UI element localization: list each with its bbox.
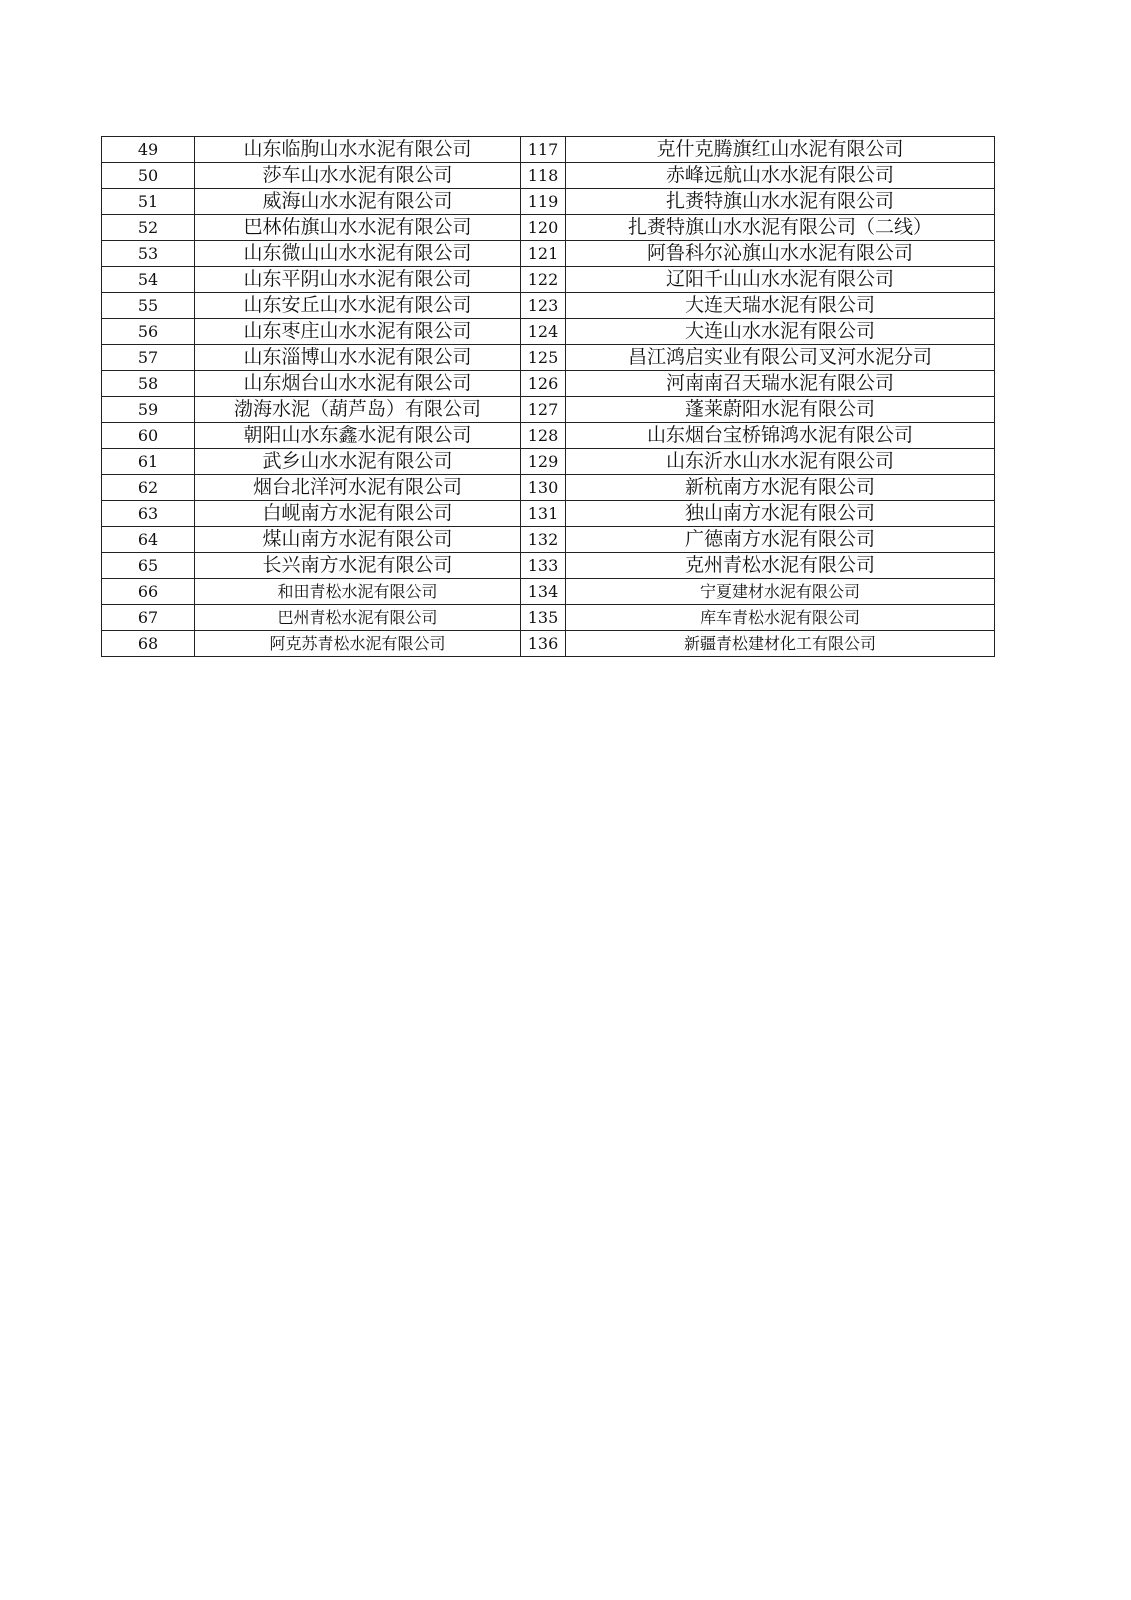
company-name-right: 库车青松水泥有限公司: [566, 605, 995, 631]
row-number-left: 60: [102, 423, 195, 449]
row-number-right: 124: [521, 319, 566, 345]
row-number-left: 58: [102, 371, 195, 397]
row-number-left: 66: [102, 579, 195, 605]
company-name-right: 河南南召天瑞水泥有限公司: [566, 371, 995, 397]
row-number-left: 51: [102, 189, 195, 215]
row-number-right: 123: [521, 293, 566, 319]
company-name-right: 广德南方水泥有限公司: [566, 527, 995, 553]
row-number-left: 52: [102, 215, 195, 241]
table-row: [102, 345, 995, 371]
company-name-right: 大连山水水泥有限公司: [566, 319, 995, 345]
company-name-left: 山东淄博山水水泥有限公司: [195, 345, 521, 371]
table-row: [102, 319, 995, 345]
row-number-right: 126: [521, 371, 566, 397]
company-name-left: 烟台北洋河水泥有限公司: [195, 475, 521, 501]
row-number-left: 50: [102, 163, 195, 189]
company-name-right: 克州青松水泥有限公司: [566, 553, 995, 579]
company-name-right: 宁夏建材水泥有限公司: [566, 579, 995, 605]
row-number-right: 134: [521, 579, 566, 605]
company-name-right: 新杭南方水泥有限公司: [566, 475, 995, 501]
row-number-left: 54: [102, 267, 195, 293]
company-name-left: 威海山水水泥有限公司: [195, 189, 521, 215]
company-name-left: 朝阳山水东鑫水泥有限公司: [195, 423, 521, 449]
row-number-right: 125: [521, 345, 566, 371]
row-number-left: 62: [102, 475, 195, 501]
row-number-left: 63: [102, 501, 195, 527]
company-name-left: 渤海水泥（葫芦岛）有限公司: [195, 397, 521, 423]
company-name-right: 扎赉特旗山水水泥有限公司: [566, 189, 995, 215]
row-number-left: 57: [102, 345, 195, 371]
table-row: [102, 527, 995, 553]
table-row: [102, 475, 995, 501]
row-number-left: 49: [102, 137, 195, 163]
company-name-left: 山东平阴山水水泥有限公司: [195, 267, 521, 293]
row-number-left: 65: [102, 553, 195, 579]
table-row: [102, 241, 995, 267]
company-name-left: 山东枣庄山水水泥有限公司: [195, 319, 521, 345]
company-name-left: 山东临朐山水水泥有限公司: [195, 137, 521, 163]
table-row: [102, 501, 995, 527]
table-row: [102, 579, 995, 605]
row-number-right: 132: [521, 527, 566, 553]
table-row: [102, 371, 995, 397]
table-row: [102, 631, 995, 657]
row-number-left: 53: [102, 241, 195, 267]
row-number-right: 119: [521, 189, 566, 215]
row-number-right: 127: [521, 397, 566, 423]
company-name-left: 山东烟台山水水泥有限公司: [195, 371, 521, 397]
company-name-right: 辽阳千山山水水泥有限公司: [566, 267, 995, 293]
company-name-left: 煤山南方水泥有限公司: [195, 527, 521, 553]
company-name-right: 赤峰远航山水水泥有限公司: [566, 163, 995, 189]
company-list-body: [102, 137, 995, 657]
table-row: [102, 449, 995, 475]
row-number-left: 59: [102, 397, 195, 423]
company-name-left: 莎车山水水泥有限公司: [195, 163, 521, 189]
company-list-table: [101, 136, 995, 657]
company-name-right: 山东沂水山水水泥有限公司: [566, 449, 995, 475]
company-name-right: 昌江鸿启实业有限公司叉河水泥分司: [566, 345, 995, 371]
company-name-left: 巴林佑旗山水水泥有限公司: [195, 215, 521, 241]
company-name-left: 山东微山山水水泥有限公司: [195, 241, 521, 267]
table-row: [102, 267, 995, 293]
table-row: [102, 293, 995, 319]
company-name-left: 白岘南方水泥有限公司: [195, 501, 521, 527]
row-number-right: 120: [521, 215, 566, 241]
company-name-right: 大连天瑞水泥有限公司: [566, 293, 995, 319]
row-number-left: 56: [102, 319, 195, 345]
company-name-left: 和田青松水泥有限公司: [195, 579, 521, 605]
row-number-left: 61: [102, 449, 195, 475]
row-number-right: 121: [521, 241, 566, 267]
row-number-left: 64: [102, 527, 195, 553]
table-row: [102, 423, 995, 449]
company-name-left: 巴州青松水泥有限公司: [195, 605, 521, 631]
company-name-left: 武乡山水水泥有限公司: [195, 449, 521, 475]
company-name-right: 扎赉特旗山水水泥有限公司（二线）: [566, 215, 995, 241]
company-name-left: 阿克苏青松水泥有限公司: [195, 631, 521, 657]
row-number-right: 129: [521, 449, 566, 475]
company-name-right: 山东烟台宝桥锦鸿水泥有限公司: [566, 423, 995, 449]
company-name-right: 克什克腾旗红山水泥有限公司: [566, 137, 995, 163]
company-name-left: 山东安丘山水水泥有限公司: [195, 293, 521, 319]
row-number-right: 131: [521, 501, 566, 527]
row-number-right: 133: [521, 553, 566, 579]
row-number-left: 68: [102, 631, 195, 657]
row-number-right: 135: [521, 605, 566, 631]
table-row: [102, 189, 995, 215]
company-name-right: 阿鲁科尔沁旗山水水泥有限公司: [566, 241, 995, 267]
row-number-right: 136: [521, 631, 566, 657]
row-number-right: 128: [521, 423, 566, 449]
table-row: [102, 215, 995, 241]
table-row: [102, 605, 995, 631]
row-number-right: 118: [521, 163, 566, 189]
row-number-right: 122: [521, 267, 566, 293]
company-name-right: 新疆青松建材化工有限公司: [566, 631, 995, 657]
row-number-right: 117: [521, 137, 566, 163]
company-name-right: 蓬莱蔚阳水泥有限公司: [566, 397, 995, 423]
table-row: [102, 397, 995, 423]
row-number-left: 67: [102, 605, 195, 631]
row-number-right: 130: [521, 475, 566, 501]
table-row: [102, 163, 995, 189]
company-name-left: 长兴南方水泥有限公司: [195, 553, 521, 579]
company-name-right: 独山南方水泥有限公司: [566, 501, 995, 527]
table-row: [102, 137, 995, 163]
row-number-left: 55: [102, 293, 195, 319]
table-row: [102, 553, 995, 579]
